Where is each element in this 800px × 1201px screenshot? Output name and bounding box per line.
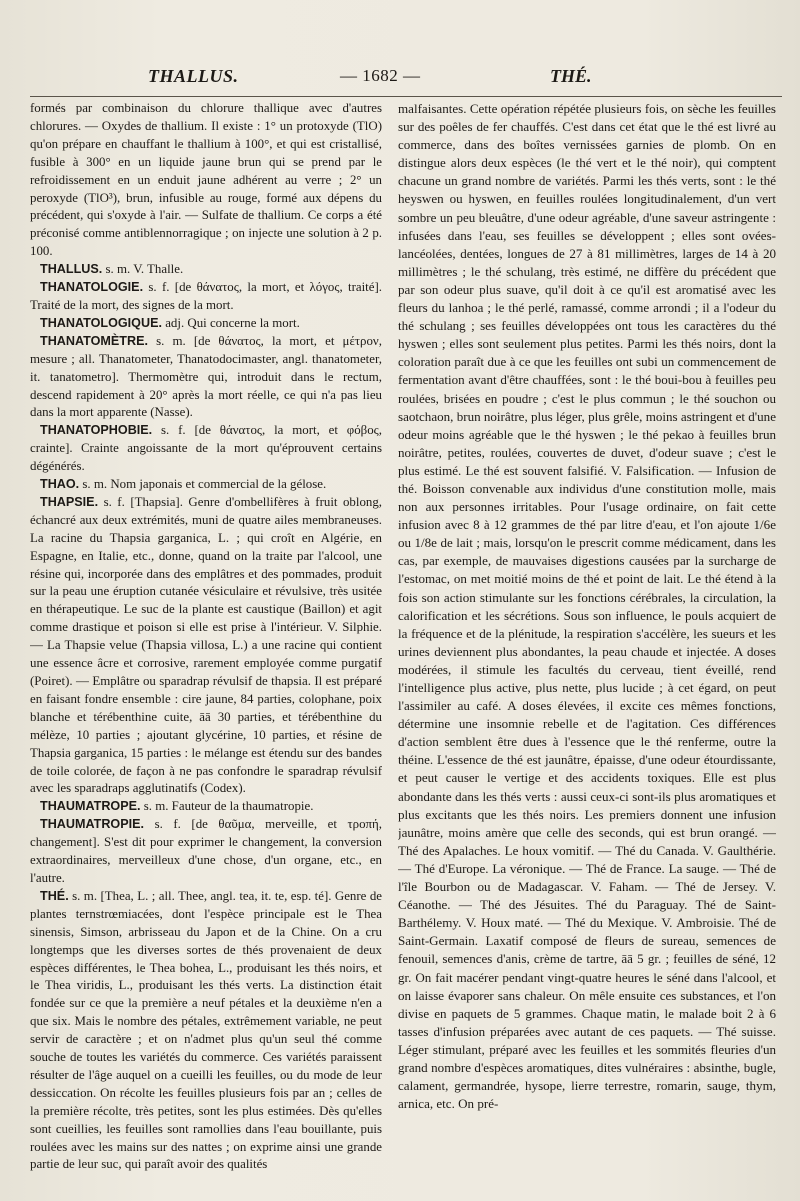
- dictionary-entry: [30, 422, 382, 476]
- entry-continuation: [398, 100, 776, 1113]
- entry-headword: THANATOPHOBIE.: [40, 423, 153, 438]
- entry-text: malfaisantes. Cette opération répétée plusieurs fois, on sèche les feuilles sur des poêles de fer chauffés. C'est dans cet état que le thé est livré au commerce, dans des boîtes vernissées garnies de plomb. On en distingue alors deux espèces (le thé vert et le thé noir), qui comptent chacune un grand nombre de variétés. Parmi les thés verts, sont : le thé heyswen ou hyswen, en feuilles roulées longitudinalement, d'un vert sombre un peu bleuâtre, d'une odeur agréable, d'une saveur astringente : infusées dans l'eau, ses feuilles se développent ; elles sont ovées-lancéolées, dentées, longues de 27 à 81 millimètres, larges de 14 à 20 millimètres ; le thé schulang, très estimé, ne diffère du précédent que par son odeur plus suave, qu'il doit à ce qu'il est aromatisé avec les fleurs du lanhoa ; le thé perlé, ramassé, comme arrondi ; il a l'odeur du thé schulang ; ses feuilles développées ont tous les caractères du thé hyswen ; elles sont seulement plus petites. Parmi les thés noirs, dont la coloration paraît due à ce que les feuilles ont subi un commencement de fermentation avant d'être chauffées, sont : le thé boui-bou à feuilles peu roulées, brisées en poudre ; c'est le plus commun ; le thé souchon ou saotchaon, brun noirâtre, plus léger, plus grêle, moins astringent et d'une odeur moins agréable que le thé hyswen ; le thé pekao à feuilles brun noirâtre, petites, roulées, couvertes de duvet, d'odeur suave ; c'est le plus estimé. Le thé est souvent falsifié. V. Falsification. — Infusion de thé. Boisson convenable aux individus d'une constitution molle, mais non aux personnes irritables. Pour l'usage ordinaire, on fait cette infusion avec 8 à 12 grammes de thé par litre d'eau, et l'on ajoute 1/6e ou 1/8e de lait ; mais, lorsqu'on le prescrit comme médicament, dans les cas, par exemple, de mauvaises digestions causées par la surcharge de l'estomac, on met moitié moins de thé et point de lait. Le thé étend à la fois son action stimulante sur les fonctions cérébrales, la circulation, la calorification et les sécrétions. Sous son influence, le pouls acquiert de la fréquence et de la plénitude, la respiration s'accélère, les sueurs et les urines deviennent plus abondantes, la peau chaude et injectée. A doses modérées, il stimule les facultés du cerveau, tient éveillé, rend l'intelligence plus active, plus nette, plus lucide ; à cet égard, on peut l'assimiler au café. A doses élevées, il excite ces mêmes fonctions, détermine une insomnie rebelle et de l'agitation. Ces différences d'action semblent être dues à l'essence que le thé renferme, outre la théine. L'essence de thé est jaunâtre, épaisse, d'une odeur étourdissante, et peut causer le vertige et des accidents toxiques. Elle est plus abondante dans les thés verts : aussi ceux-ci sont-ils plus aromatiques et plus excitants que les thés noirs. Les premiers donnent une infusion jaunâtre, moins amère que celle des seconds, qui est brun orangé. — Thé des Apalaches. Le houx vomitif. — Thé du Canada. V. Gaulthérie. — Thé d'Europe. La véronique. — Thé de France. La sauge. — Thé de l'île Bourbon ou de Madagascar. V. Faham. — Thé de Jersey. V. Céanothe. — Thé des Jésuites. Thé du Paraguay. Thé de Saint-Barthélemy. V. Houx maté. — Thé du Mexique. V. Ambroisie. Thé de Saint-Germain. Laxatif composé de fleurs de sureau, semences de fenouil, semences d'anis, crème de tartre, āā 5 gr. ; feuilles de séné, 12 gr. On fait macérer pendant vingt-quatre heures le séné dans l'alcool, et on laisse évaporer sans chaleur. On mêle ensuite ces substances, et l'on divise en paquets de 5 grammes. Chaque matin, le malade boit 2 à 6 tasses d'infusion préparées avec autant de ces paquets. — Thé suisse. Léger stimulant, préparé avec les feuilles et les sommités fleuries d'un grand nombre d'espèces aromatiques, dites vulnéraires : absinthe, bugle, calament, germandrée, hysope, lierre terrestre, romarin, sauge, thym, arnica, etc. On pré-: [398, 101, 776, 1112]
- entry-headword: THAUMATROPE.: [40, 799, 141, 814]
- dictionary-entry: [30, 279, 382, 315]
- entry-headword: THAPSIE.: [40, 494, 99, 509]
- entry-text: s. f. [Thapsia]. Genre d'ombellifères à fruit oblong, échancré aux deux extrémités, muni de quatre ailes membraneuses. La racine du Thapsia garganica, L. ; qui croît en Algérie, en Espagne, en Italie, etc., donne, quand on la traite par l'alcool, une résine qui, incorporée dans des emplâtres et des pommades, produit sur la peau une éruption cutanée vésiculaire et révulsive, très usitée en thérapeutique. Le suc de la plante est caustique (Baillon) et agit comme drastique et poison si elle est prise à l'intérieur. V. Silphie. — La Thapsie velue (Thapsia villosa, L.) a une racine qui contient une essence âcre et corrosive, rarement employée comme purgatif (Poiret). — Emplâtre ou sparadrap révulsif de thapsia. Il est préparé en faisant fondre ensemble : cire jaune, 84 parties, colophane, poix blanche et térébenthine cuite, āā 30 parties, et térébenthine du mélèze, 10 parties ; ajoutant glycérine, 10 parties, et résine de Thapsia garganica, 15 parties : le mélange est étendu sur des bandes de toile colorée, de façon à ne pas confondre le sparadrap révulsif avec les sparadraps agglutinatifs (Codex).: [30, 494, 382, 796]
- dictionary-entry: [30, 315, 382, 333]
- dictionary-entry: [30, 494, 382, 798]
- dictionary-entry: [30, 476, 382, 494]
- header-left-guide-word: THALLUS.: [148, 66, 239, 86]
- entry-headword: THANATOLOGIQUE.: [40, 315, 162, 330]
- dictionary-entry: [30, 816, 382, 888]
- entry-headword: THANATOLOGIE.: [40, 280, 144, 295]
- header-right-guide-word: THÉ.: [550, 66, 592, 86]
- dictionary-entry: [30, 798, 382, 816]
- entry-text: s. f. [de θάνατος, la mort, et λόγος, traité]. Traité de la mort, des signes de la mort.: [30, 280, 382, 312]
- entry-headword: THAO.: [40, 477, 80, 492]
- page-number: — 1682 —: [340, 66, 421, 85]
- entry-text: s. m. V. Thalle.: [102, 262, 184, 277]
- entry-text: s. m. Nom japonais et commercial de la gélose.: [79, 477, 327, 492]
- entry-headword: THANATOMÈTRE.: [40, 333, 148, 348]
- entry-text: s. f. [de θαῦμα, merveille, et τροπή, changement]. S'est dit pour exprimer le changement, la conversion extraordinaires, merveilleux d'une chose, d'un organe, etc., en l'autre.: [30, 817, 382, 885]
- entry-text: formés par combinaison du chlorure thallique avec d'autres chlorures. — Oxydes de thallium. Il existe : 1° un protoxyde (TlO) qu'on prépare en chauffant le thallium à 100°, et qui est cristallisé, fusible à 300° en un liquide jaune brun qui se prend par le refroidissement en un enduit jaune adhérent au verre ; 2° un peroxyde (TlO³), brun, infusible au rouge, formé aux dépens du précédent, qui s'oxyde à l'air. — Sulfate de thallium. Ce corps a été préconisé comme antiblennorragique ; on injecte une solution à 2 p. 100.: [30, 101, 382, 259]
- entry-text: s. m. [Thea, L. ; all. Thee, angl. tea, it. te, esp. té]. Genre de plantes ternstrœmiacées, dont l'espèce principale est le Thea sinensis, Simson, arbrisseau du Japon et de la Chine. On a cru longtemps que les diverses sortes de thés provenaient de deux espèces différentes, le Thea bohea, L., produisant les thés noirs, et le Thea viridis, L., produisant les thés verts. La distinction était fondée sur ce que la première a neuf pétales et la deuxième n'en a que six. Mais le nombre des pétales, extrêmement variable, ne peut servir de caractère ; et on n'admet plus qu'un seul thé comme souche de toutes les variétés du commerce. Ces variétés paraissent résulter de l'âge auquel on a cueilli les feuilles, ou du mode de leur dessiccation. On récolte les feuilles plusieurs fois par an ; celles de la première récolte, très petites, sont les plus estimées. Dès qu'elles sont cueillies, les feuilles sont ramollies dans l'eau bouillante, puis roulées avec les mains sur des nattes ; on exprime ainsi une grande partie de leur suc, qui paraît avoir des qualités: [30, 888, 382, 1172]
- dictionary-entry: [30, 261, 382, 279]
- right-column: [398, 100, 776, 1190]
- entry-headword: THAUMATROPIE.: [40, 817, 145, 832]
- entry-text: s. f. [de θάνατος, la mort, et φόβος, crainte]. Crainte angoissante de la mort qu'éprouvent certains dégénérés.: [30, 423, 382, 474]
- dictionary-entry: [30, 888, 382, 1175]
- entry-headword: THÉ.: [40, 888, 69, 903]
- entry-text: adj. Qui concerne la mort.: [161, 315, 300, 330]
- entry-continuation: [30, 100, 382, 261]
- left-column: [30, 100, 382, 1190]
- entry-headword: THALLUS.: [40, 262, 103, 277]
- entry-text: s. m. Fauteur de la thaumatropie.: [140, 799, 314, 814]
- header-rule: [30, 96, 782, 97]
- page-header: [30, 62, 770, 92]
- entry-text: s. m. [de θάνατος, la mort, et μέτρον, mesure ; all. Thanatometer, Thanatodocimaster, angl. thanatometer, it. tanatometro]. Thermomètre qui, introduit dans le rectum, descend rapidement à 20° après la mort réelle, ce qui n'a pas lieu dans la mort apparente (Nasse).: [30, 333, 382, 420]
- dictionary-entry: [30, 333, 382, 423]
